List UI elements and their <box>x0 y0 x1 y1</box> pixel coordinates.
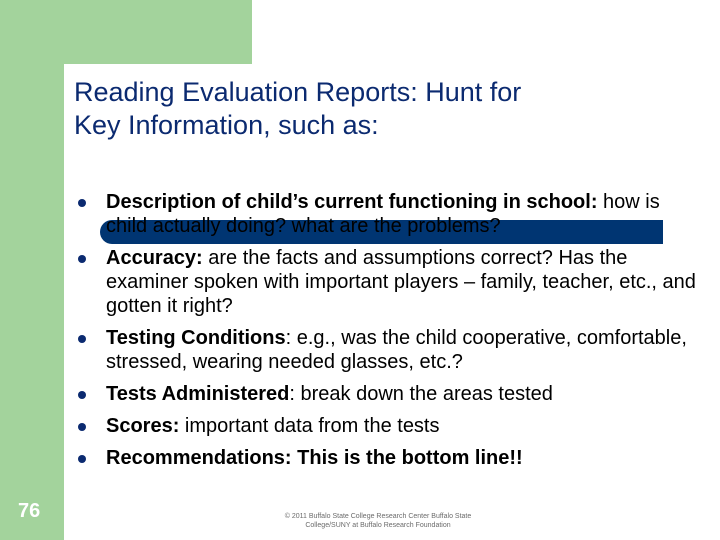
bullet-icon <box>78 391 86 399</box>
bullet-icon <box>78 335 86 343</box>
bullet-item <box>78 326 698 374</box>
bullet-text: how is child actually doing? what are the problems? <box>106 191 660 237</box>
bullet-text: are the facts and assumptions correct? Has the examiner spoken with important players – family, teacher, etc., and gotten it right? <box>106 247 696 317</box>
bullet-label: Scores: <box>106 415 180 437</box>
bullet-item <box>78 190 698 238</box>
bullet-item <box>78 246 698 318</box>
bullet-list <box>78 190 698 478</box>
bullet-icon <box>78 455 86 463</box>
bullet-icon <box>78 255 86 263</box>
bullet-item <box>78 382 698 406</box>
bullet-item <box>78 414 698 438</box>
copyright-footer <box>258 512 498 530</box>
bullet-text: : e.g., was the child cooperative, comfortable, stressed, wearing needed glasses, etc.? <box>106 327 687 373</box>
slide-title <box>74 76 674 142</box>
bullet-text: important data from the tests <box>179 415 440 437</box>
footer-line-2: College/SUNY at Buffalo Research Foundation <box>305 522 451 529</box>
bullet-label: Description of child’s current functioning in school: <box>106 191 598 213</box>
bullet-item <box>78 446 698 470</box>
footer-line-1: © 2011 Buffalo State College Research Center Buffalo State <box>284 513 472 520</box>
bullet-label: Accuracy: <box>106 247 203 269</box>
page-number: 76 <box>18 500 41 522</box>
slide-title-line-2: Key Information, such as: <box>74 110 379 140</box>
bullet-icon <box>78 199 86 207</box>
bullet-text: : break down the areas tested <box>289 383 553 405</box>
slide-title-line-1: Reading Evaluation Reports: Hunt for <box>74 77 522 107</box>
bullet-label: Recommendations: This is the bottom line!! <box>106 447 523 469</box>
bullet-icon <box>78 423 86 431</box>
bullet-label: Testing Conditions <box>106 327 286 349</box>
bullet-label: Tests Administered <box>106 383 290 405</box>
